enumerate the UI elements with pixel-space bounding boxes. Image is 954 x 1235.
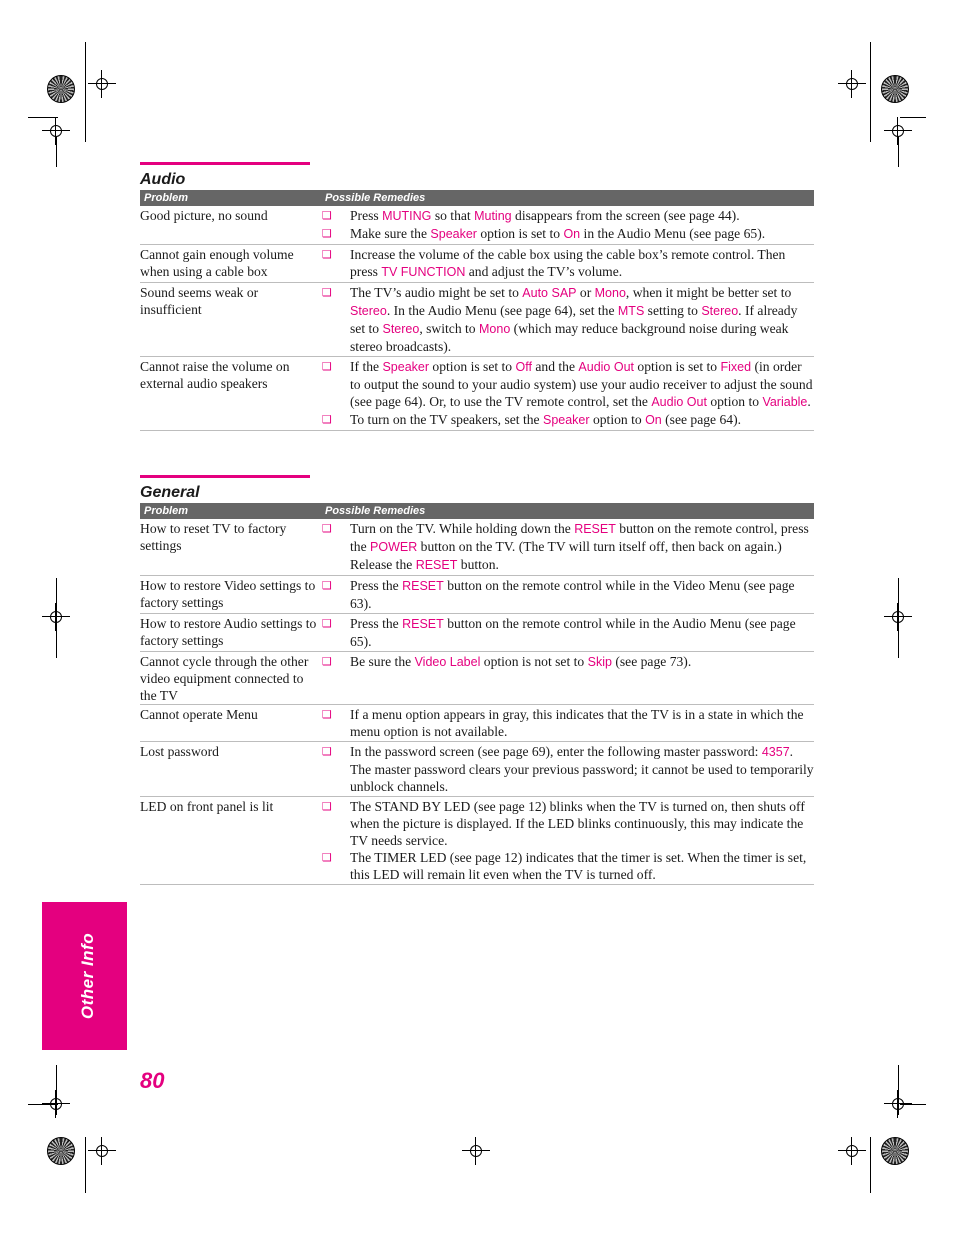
crop-mark: [85, 1137, 86, 1193]
highlighted-term: On: [645, 413, 662, 427]
crop-mark: [870, 42, 871, 142]
remedy-text: To turn on the TV speakers, set the Speaker option to On (see page 64).: [350, 412, 742, 427]
table-row: [140, 357, 814, 431]
highlighted-term: RESET: [402, 617, 444, 631]
remedy-text: Turn on the TV. While holding down the RESET button on the remote control, press the POWER button on the TV. (The TV will turn itself off, then back on again.) Release the RESET button.: [350, 521, 809, 572]
checkbox-bullet-icon: ❑: [322, 708, 332, 721]
remedy-item: [322, 653, 814, 671]
remedy-text: The TIMER LED (see page 12) indicates that the timer is set. When the timer is set, this LED will remain lit even when the TV is turned off.: [350, 850, 807, 882]
crop-mark: [85, 42, 86, 142]
remedies-cell: [322, 742, 814, 796]
highlighted-term: Off: [515, 360, 532, 374]
remedy-text: The STAND BY LED (see page 12) blinks when the TV is turned on, then shuts off when the picture is displayed. If the LED blinks continuously, this may indicate the TV needs service.: [350, 799, 805, 848]
highlighted-term: Skip: [587, 655, 612, 669]
general-table-header: [140, 503, 814, 519]
highlighted-term: TV FUNCTION: [381, 265, 466, 279]
remedy-text: Press MUTING so that Muting disappears from the screen (see page 44).: [350, 208, 740, 223]
crosshair-mark-icon: [88, 70, 116, 98]
crop-mark: [900, 117, 926, 118]
table-row: [140, 283, 814, 357]
general-heading: General: [140, 484, 200, 501]
registration-rosette-icon: [881, 75, 909, 103]
crosshair-mark-icon: [838, 1137, 866, 1165]
crosshair-mark-icon: [838, 70, 866, 98]
highlighted-term: RESET: [402, 579, 444, 593]
remedies-cell: [322, 245, 814, 282]
section-rule: [140, 475, 310, 478]
problem-cell: Cannot gain enough volume when using a cable box: [140, 247, 294, 279]
problem-cell: How to restore Video settings to factory settings: [140, 578, 316, 610]
audio-heading: Audio: [140, 171, 186, 188]
highlighted-term: Audio Out: [578, 360, 634, 374]
remedies-column-header: Possible Remedies: [325, 505, 426, 517]
general-section: [140, 475, 814, 885]
audio-table-header: [140, 190, 814, 206]
highlighted-term: Audio Out: [651, 395, 707, 409]
remedy-item: [322, 577, 814, 612]
remedy-item: [322, 743, 814, 795]
checkbox-bullet-icon: ❑: [322, 745, 332, 758]
problem-cell: LED on front panel is lit: [140, 799, 274, 814]
checkbox-bullet-icon: ❑: [322, 248, 332, 261]
remedy-item: [322, 520, 814, 574]
table-row: [140, 705, 814, 742]
highlighted-term: Stereo: [382, 322, 420, 336]
problem-cell: Cannot raise the volume on external audio speakers: [140, 359, 290, 391]
remedies-column-header: Possible Remedies: [325, 192, 426, 204]
table-row: [140, 742, 814, 797]
problem-cell: How to restore Audio settings to factory settings: [140, 616, 317, 648]
remedy-text: Press the RESET button on the remote control while in the Audio Menu (see page 65).: [350, 616, 796, 649]
crop-mark: [900, 1104, 926, 1105]
remedies-cell: [322, 283, 814, 356]
remedy-text: The TV’s audio might be set to Auto SAP or Mono, when it might be better set to Stereo. In the Audio Menu (see page 64), set the MTS setting to Stereo. If already set to Stereo, switch to Mono (which may reduce background noise during weak stereo broadcasts).: [350, 285, 798, 354]
highlighted-term: 4357: [761, 745, 790, 759]
highlighted-term: Auto SAP: [522, 286, 577, 300]
crop-mark: [870, 1137, 871, 1193]
remedy-item: [322, 706, 814, 740]
side-tab-label: Other Info: [78, 932, 97, 1020]
crop-mark: [56, 578, 57, 658]
remedies-cell: [322, 206, 814, 244]
table-row: [140, 519, 814, 576]
remedy-text: Increase the volume of the cable box using the cable box’s remote control. Then press TV FUNCTION and adjust the TV’s volume.: [350, 247, 786, 279]
remedy-item: [322, 225, 814, 243]
remedy-text: Make sure the Speaker option is set to On in the Audio Menu (see page 65).: [350, 226, 766, 241]
checkbox-bullet-icon: ❑: [322, 286, 332, 299]
problem-cell: Good picture, no sound: [140, 208, 268, 223]
problem-cell: Lost password: [140, 744, 219, 759]
general-table-body: [140, 519, 814, 885]
remedies-cell: [322, 357, 814, 430]
highlighted-term: Video Label: [414, 655, 481, 669]
crop-mark: [56, 137, 57, 167]
remedies-cell: [322, 519, 814, 575]
problem-cell: Sound seems weak or insufficient: [140, 285, 259, 317]
crop-mark: [28, 1104, 58, 1105]
problem-cell: Cannot operate Menu: [140, 707, 258, 722]
highlighted-term: Speaker: [382, 360, 430, 374]
problem-cell: How to reset TV to factory settings: [140, 521, 287, 553]
table-row: [140, 652, 814, 705]
highlighted-term: Muting: [474, 209, 512, 223]
checkbox-bullet-icon: ❑: [322, 360, 332, 373]
highlighted-term: Stereo: [350, 304, 387, 318]
audio-table-body: [140, 206, 814, 431]
registration-rosette-icon: [881, 1137, 909, 1165]
highlighted-term: Speaker: [430, 227, 477, 241]
crop-mark: [56, 1065, 57, 1115]
checkbox-bullet-icon: ❑: [322, 655, 332, 668]
checkbox-bullet-icon: ❑: [322, 579, 332, 592]
remedy-text: Be sure the Video Label option is not set to Skip (see page 73).: [350, 654, 692, 669]
highlighted-term: Mono: [594, 286, 626, 300]
crop-mark: [28, 117, 58, 118]
crop-mark: [898, 578, 899, 658]
page-number: 80: [140, 1068, 165, 1093]
checkbox-bullet-icon: ❑: [322, 800, 332, 813]
crop-mark: [898, 1065, 899, 1115]
remedy-item: [322, 246, 814, 281]
registration-rosette-icon: [47, 1137, 75, 1165]
remedy-item: [322, 358, 814, 411]
table-row: [140, 797, 814, 885]
table-row: [140, 614, 814, 652]
remedies-cell: [322, 705, 814, 741]
problem-column-header: Problem: [144, 505, 189, 517]
checkbox-bullet-icon: ❑: [322, 413, 332, 426]
side-tab: [42, 902, 127, 1050]
checkbox-bullet-icon: ❑: [322, 617, 332, 630]
table-row: [140, 576, 814, 614]
remedy-item: [322, 615, 814, 650]
table-row: [140, 245, 814, 283]
highlighted-term: Speaker: [542, 413, 590, 427]
remedy-item: [322, 207, 814, 225]
table-row: [140, 206, 814, 245]
highlighted-term: MTS: [617, 304, 645, 318]
highlighted-term: On: [563, 227, 581, 241]
remedy-item: [322, 411, 814, 429]
remedies-cell: [322, 797, 814, 884]
highlighted-term: POWER: [370, 540, 418, 554]
checkbox-bullet-icon: ❑: [322, 209, 332, 222]
highlighted-term: Stereo: [701, 304, 739, 318]
checkbox-bullet-icon: ❑: [322, 227, 332, 240]
remedy-text: If the Speaker option is set to Off and the Audio Out option is set to Fixed (in order to output the sound to your audio system) use your audio receiver to adjust the sound (see page 64). Or, to use the TV remote control, set the Audio Out option to Variable.: [350, 359, 813, 409]
highlighted-term: Fixed: [720, 360, 752, 374]
remedies-cell: [322, 576, 814, 613]
remedy-text: Press the RESET button on the remote control while in the Video Menu (see page 63).: [350, 578, 795, 611]
remedies-cell: [322, 652, 814, 704]
problem-cell: Cannot cycle through the other video equipment connected to the TV: [140, 654, 309, 703]
highlighted-term: Variable: [762, 395, 808, 409]
remedy-item: [322, 798, 814, 849]
remedy-text: In the password screen (see page 69), enter the following master password: 4357. The master password clears your previous password; it cannot be used to temporarily unblock channels.: [350, 744, 814, 794]
remedies-cell: [322, 614, 814, 651]
checkbox-bullet-icon: ❑: [322, 522, 332, 535]
highlighted-term: MUTING: [382, 209, 432, 223]
crosshair-mark-icon: [88, 1137, 116, 1165]
problem-column-header: Problem: [144, 192, 189, 204]
remedy-item: [322, 849, 814, 883]
checkbox-bullet-icon: ❑: [322, 851, 332, 864]
registration-rosette-icon: [47, 75, 75, 103]
highlighted-term: RESET: [574, 522, 616, 536]
audio-section: [140, 162, 814, 431]
section-rule: [140, 162, 310, 165]
crosshair-mark-icon: [462, 1137, 490, 1165]
highlighted-term: Mono: [479, 322, 511, 336]
remedy-item: [322, 284, 814, 355]
highlighted-term: RESET: [415, 558, 458, 572]
remedy-text: If a menu option appears in gray, this indicates that the TV is in a state in which the menu option is not available.: [350, 707, 804, 739]
crop-mark: [898, 137, 899, 167]
